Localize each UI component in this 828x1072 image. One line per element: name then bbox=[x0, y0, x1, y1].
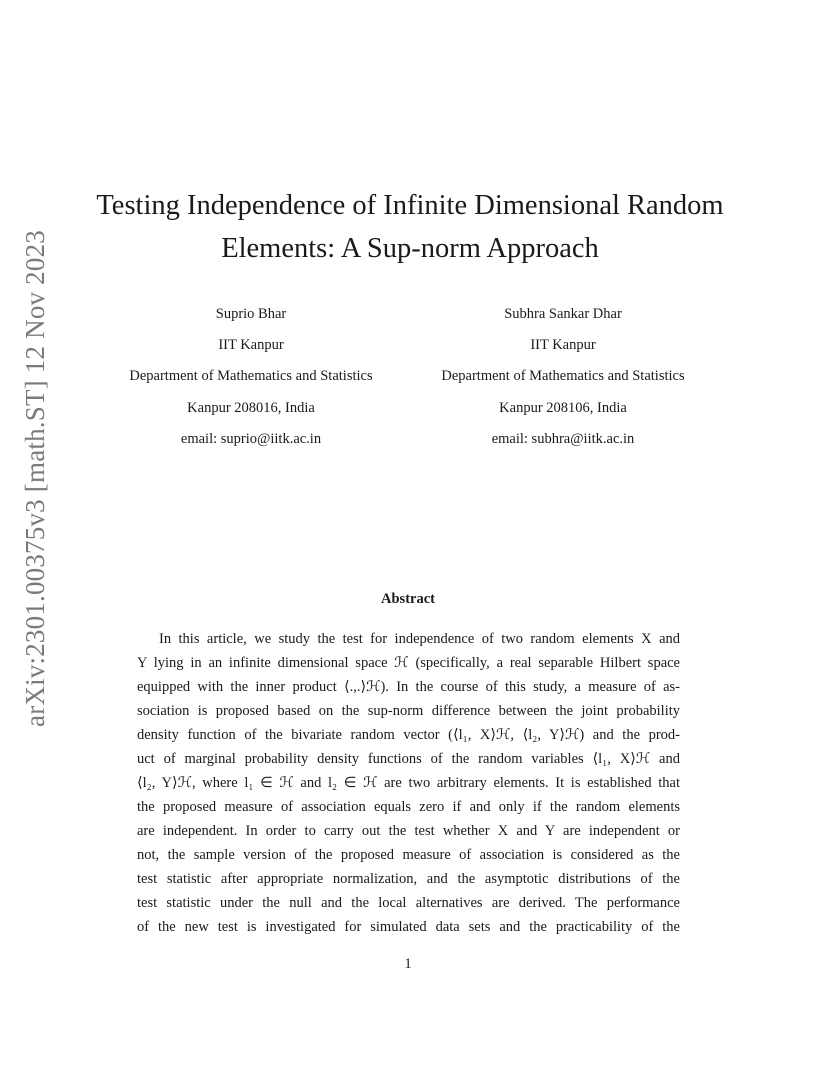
abstract-line: In this article, we study the test for independence of two random elements X and bbox=[159, 631, 680, 647]
abstract-heading: Abstract bbox=[381, 591, 435, 607]
arxiv-side-stamp bbox=[10, 229, 60, 727]
author-block-1 bbox=[100, 304, 402, 460]
abstract-line: test statistic under the null and the local alternatives are derived. The performance bbox=[137, 895, 680, 911]
abstract-line: are independent. In order to carry out the test whether X and Y are independent or bbox=[137, 823, 680, 839]
abstract-line: of the new test is investigated for simulated data sets and the practicability of the bbox=[137, 919, 680, 935]
author-email: email: subhra@iitk.ac.in bbox=[491, 430, 635, 447]
title-line-2: Elements: A Sup-norm Approach bbox=[221, 233, 599, 264]
arxiv-identifier: arXiv:2301.00375v3 [math.ST] 12 Nov 2023 bbox=[19, 229, 50, 727]
author-department: Department of Mathematics and Statistics bbox=[441, 368, 685, 385]
abstract-line: test statistic after appropriate normalization, and the asymptotic distributions of the bbox=[137, 871, 680, 887]
author-email: email: suprio@iitk.ac.in bbox=[180, 430, 322, 447]
paper-title bbox=[60, 184, 760, 270]
title-line-1: Testing Independence of Infinite Dimensional Random bbox=[96, 190, 724, 221]
author-address: Kanpur 208106, India bbox=[499, 399, 627, 416]
abstract-line: sociation is proposed based on the sup-norm difference between the joint probability bbox=[137, 703, 680, 719]
abstract-line: equipped with the inner product ⟨.,.⟩ℋ). In the course of this study, a measure of as- bbox=[137, 679, 680, 695]
author-institute: IIT Kanpur bbox=[530, 337, 596, 354]
author-department: Department of Mathematics and Statistics bbox=[129, 368, 373, 385]
page-number: 1 bbox=[404, 956, 412, 972]
abstract-body bbox=[137, 627, 680, 939]
author-address: Kanpur 208016, India bbox=[187, 399, 315, 416]
abstract-line: uct of marginal probability density functions of the random variables ⟨l₁, X⟩ℋ and bbox=[137, 751, 680, 767]
author-name: Subhra Sankar Dhar bbox=[504, 306, 622, 322]
abstract-line: density function of the bivariate random vector (⟨l₁, X⟩ℋ, ⟨l₂, Y⟩ℋ) and the prod- bbox=[137, 727, 680, 743]
abstract-line: the proposed measure of association equals zero if and only if the random elements bbox=[137, 799, 680, 815]
author-name: Suprio Bhar bbox=[215, 306, 287, 322]
abstract-line: Y lying in an infinite dimensional space ℋ (specifically, a real separable Hilbert space bbox=[137, 655, 680, 671]
author-block-2 bbox=[412, 304, 714, 460]
abstract-line: not, the sample version of the proposed measure of association is considered as the bbox=[137, 847, 680, 863]
abstract-line: ⟨l₂, Y⟩ℋ, where l₁ ∈ ℋ and l₂ ∈ ℋ are two arbitrary elements. It is established that bbox=[137, 775, 680, 791]
author-institute: IIT Kanpur bbox=[218, 337, 284, 354]
